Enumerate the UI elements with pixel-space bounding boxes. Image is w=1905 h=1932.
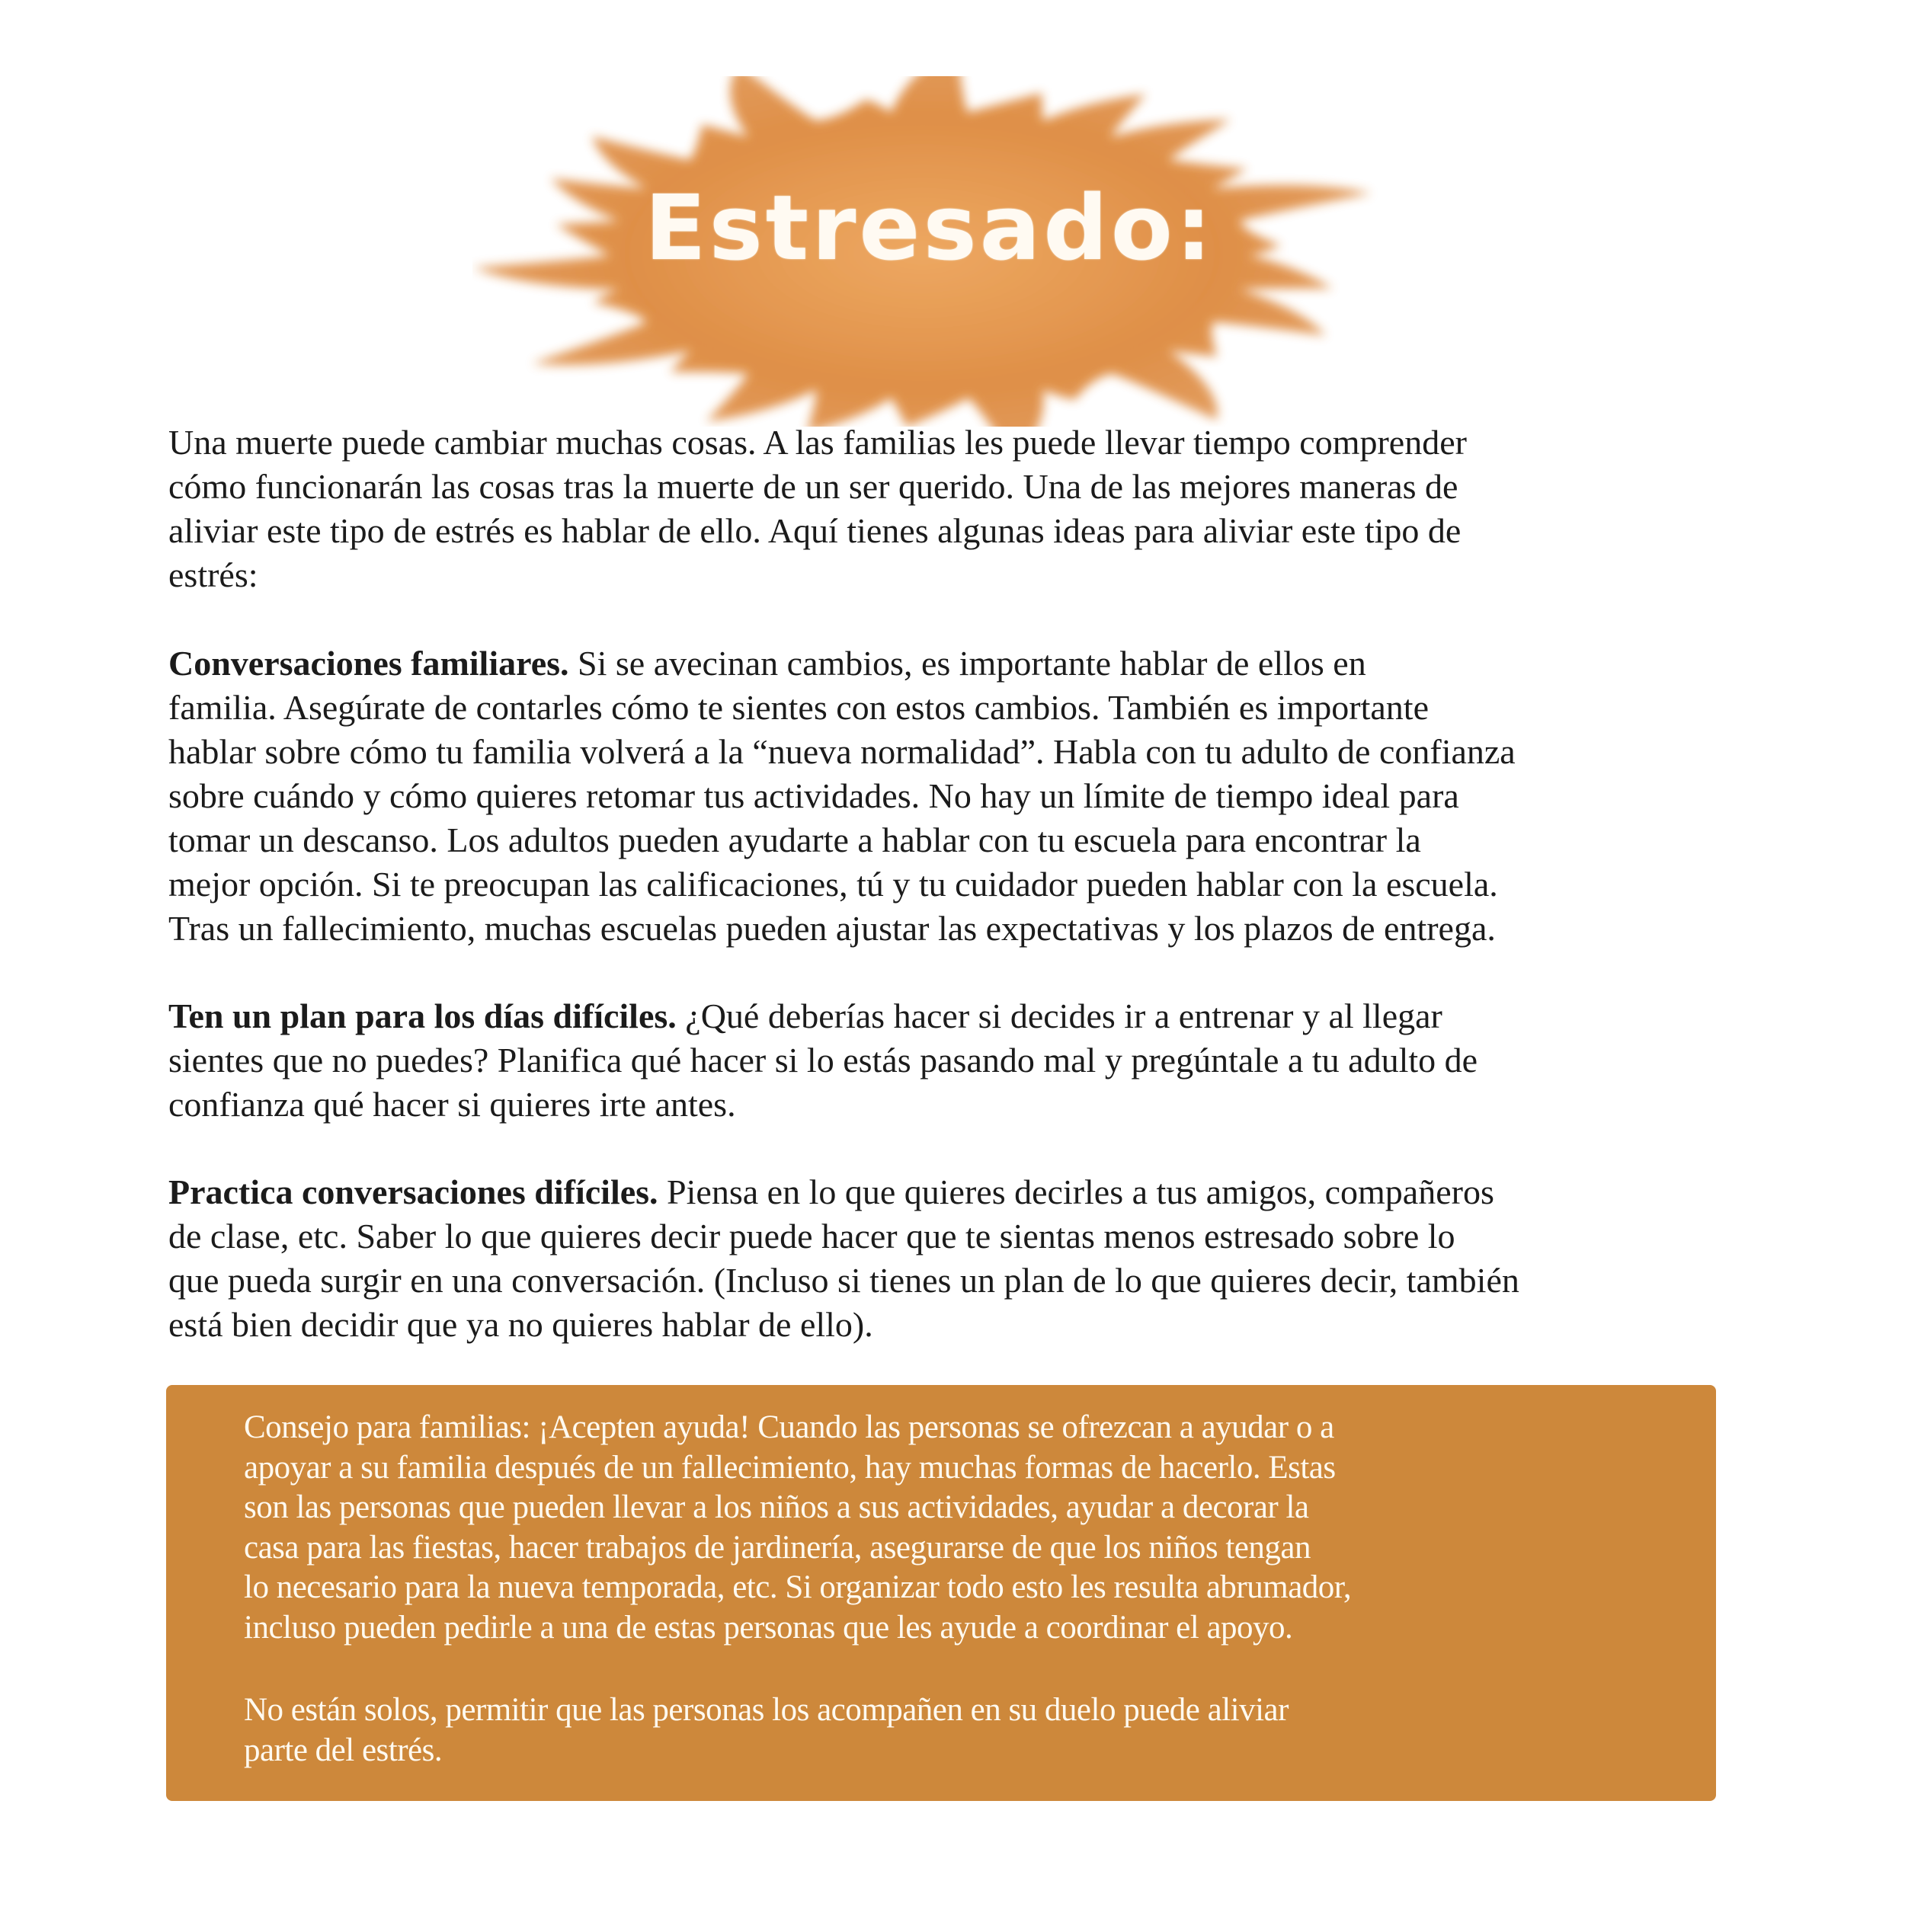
text-line: Si se avecinan cambios, es importante hablar de ellos en — [568, 644, 1366, 683]
section-practice-conversations — [168, 1170, 1519, 1347]
text-line: tomar un descanso. Los adultos pueden ayudarte a hablar con tu escuela para encontrar la — [168, 820, 1421, 859]
text-line: sobre cuándo y cómo quieres retomar tus actividades. No hay un límite de tiempo ideal para — [168, 776, 1459, 815]
text-line: aliviar este tipo de estrés es hablar de ello. Aquí tienes algunas ideas para aliviar este tipo de — [168, 511, 1462, 550]
text-line: familia. Asegúrate de contarles cómo te sientes con estos cambios. También es importante — [168, 688, 1430, 727]
text-line: Una muerte puede cambiar muchas cosas. A las familias les puede llevar tiempo comprender — [168, 423, 1467, 462]
text-line: sientes que no puedes? Planifica qué hacer si lo estás pasando mal y pregúntale a tu adulto de — [168, 1041, 1478, 1080]
tip-paragraph — [244, 1408, 1351, 1648]
text-line: No están solos, permitir que las personas los acompañen en su duelo puede aliviar — [244, 1692, 1289, 1728]
text-line: son las personas que pueden llevar a los niños a sus actividades, ayudar a decorar la — [244, 1489, 1309, 1525]
text-line: Tras un fallecimiento, muchas escuelas pueden ajustar las expectativas y los plazos de entrega. — [168, 909, 1496, 948]
text-line: está bien decidir que ya no quieres hablar de ello). — [168, 1305, 873, 1344]
text-line: Piensa en lo que quieres decirles a tus amigos, compañeros — [658, 1172, 1494, 1211]
text-line: confianza qué hacer si quieres irte antes. — [168, 1085, 736, 1124]
text-line: estrés: — [168, 555, 258, 594]
text-line: mejor opción. Si te preocupan las calificaciones, tú y tu cuidador pueden hablar con la escuela. — [168, 865, 1498, 904]
text-line: cómo funcionarán las cosas tras la muerte de un ser querido. Una de las mejores maneras de — [168, 467, 1458, 506]
text-line: de clase, etc. Saber lo que quieres decir puede hacer que te sientas menos estresado sobre lo — [168, 1217, 1455, 1255]
text-line: casa para las fiestas, hacer trabajos de jardinería, asegurarse de que los niños tengan — [244, 1529, 1311, 1566]
text-line: Consejo para familias: ¡Acepten ayuda! Cuando las personas se ofrezcan a ayudar o a — [244, 1409, 1334, 1445]
text-line: ¿Qué deberías hacer si decides ir a entrenar y al llegar — [676, 996, 1442, 1035]
text-line: hablar sobre cómo tu familia volverá a la “nueva normalidad”. Habla con tu adulto de confianza — [168, 732, 1516, 771]
section-hard-days-plan — [168, 994, 1478, 1127]
text-line: parte del estrés. — [244, 1732, 443, 1768]
text-line: apoyar a su familia después de un fallecimiento, hay muchas formas de hacerlo. Estas — [244, 1449, 1336, 1486]
text-line: lo necesario para la nueva temporada, etc. Si organizar todo esto les resulta abrumador, — [244, 1569, 1352, 1605]
page-title: Estresado: — [644, 175, 1215, 280]
section-family-conversations — [168, 641, 1516, 951]
section-heading: Conversaciones familiares. — [168, 644, 569, 683]
text-line: incluso pueden pedirle a una de estas personas que les ayude a coordinar el apoyo. — [244, 1609, 1293, 1646]
intro-paragraph — [168, 421, 1467, 597]
section-heading: Practica conversaciones difíciles. — [168, 1172, 658, 1211]
tip-closing-paragraph — [244, 1690, 1289, 1770]
section-heading: Ten un plan para los días difíciles. — [168, 996, 677, 1035]
text-line: que pueda surgir en una conversación. (Incluso si tienes un plan de lo que quieres decir, también — [168, 1261, 1519, 1300]
